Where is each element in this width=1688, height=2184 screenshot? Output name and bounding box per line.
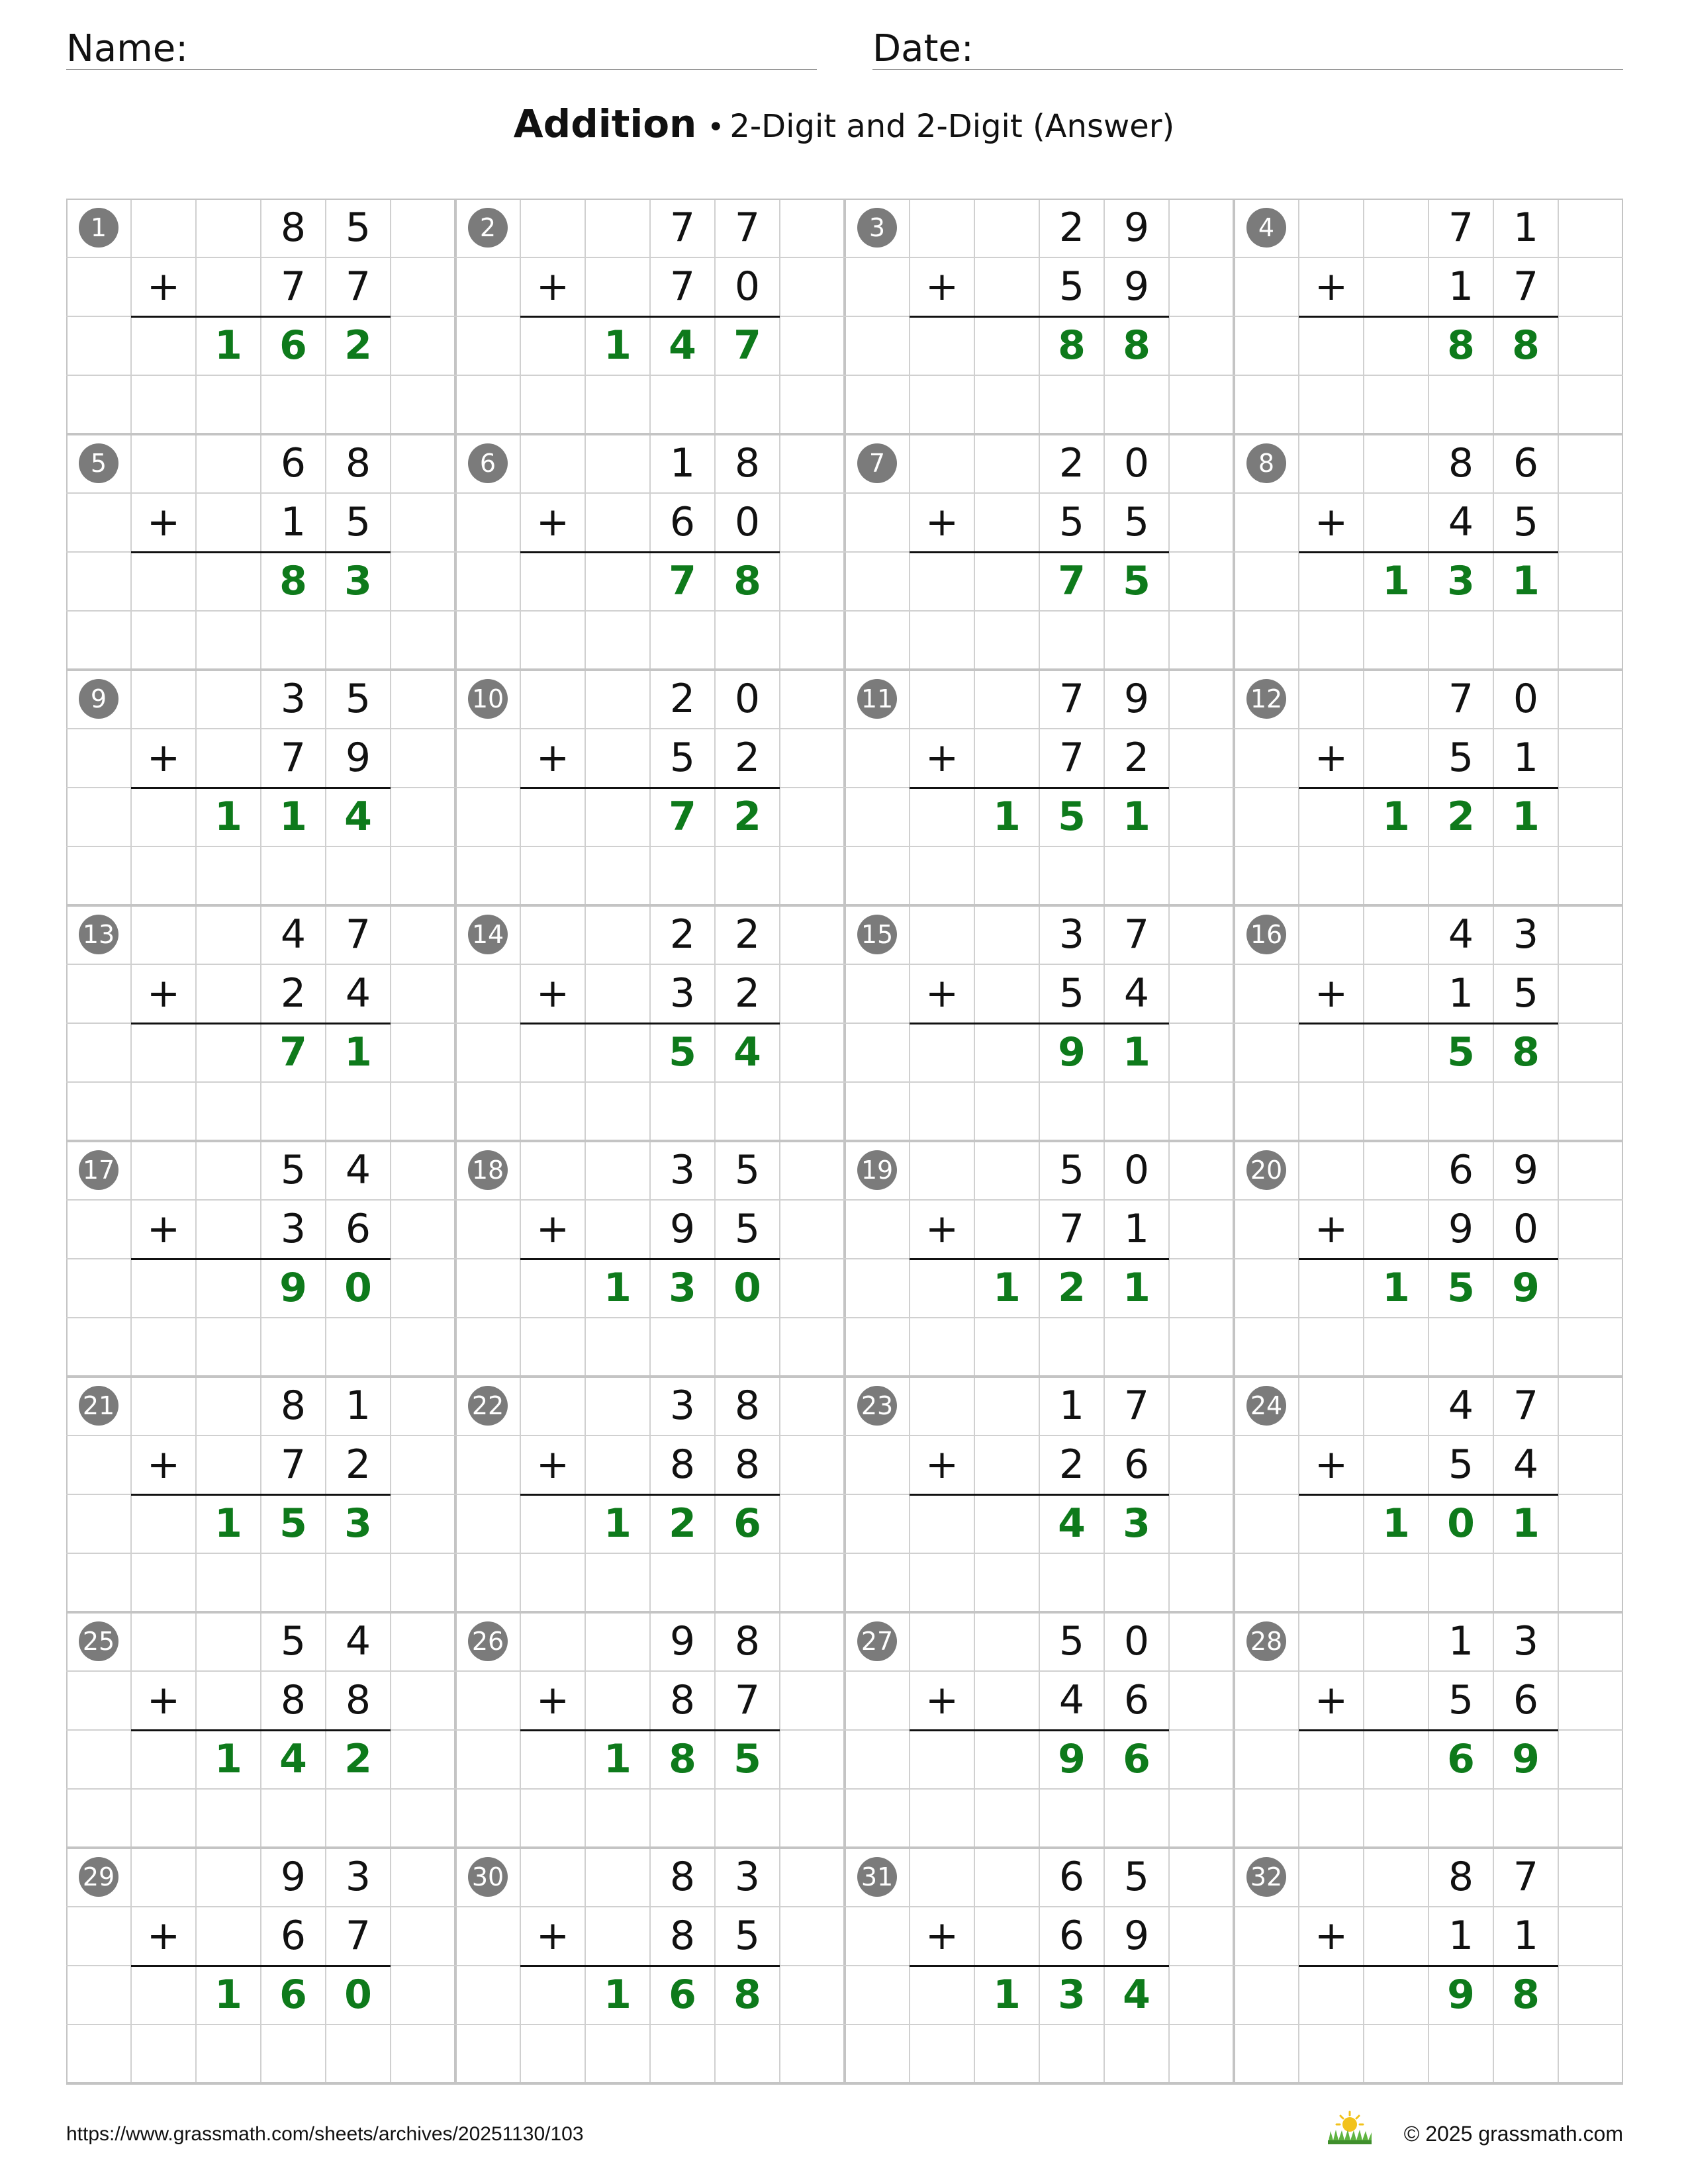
addend-bottom-digit: 5 xyxy=(345,499,371,545)
addend-top-digit: 7 xyxy=(1123,911,1150,958)
plus-sign: + xyxy=(1314,735,1348,781)
answer-digit: 1 xyxy=(993,1972,1021,2018)
plus-sign: + xyxy=(146,1913,181,1959)
plus-sign: + xyxy=(146,1206,181,1252)
plus-sign: + xyxy=(146,499,181,545)
answer-digit: 7 xyxy=(279,1029,307,1075)
answer-digit: 0 xyxy=(733,1265,761,1311)
problem-number-badge: 28 xyxy=(1246,1621,1286,1661)
addend-top-digit: 3 xyxy=(669,1383,696,1429)
name-field[interactable] xyxy=(66,25,817,70)
problem-number-badge: 27 xyxy=(857,1621,897,1661)
answer-digit: 2 xyxy=(344,322,372,369)
problem-number-badge: 19 xyxy=(857,1150,897,1190)
problem-number-badge: 1 xyxy=(79,208,118,248)
problem-number-badge: 7 xyxy=(857,443,897,483)
plus-sign: + xyxy=(925,499,959,545)
answer-digit: 7 xyxy=(669,558,696,604)
addend-bottom-digit: 1 xyxy=(1513,1913,1539,1959)
answer-digit: 2 xyxy=(344,1736,372,1782)
addend-top-digit: 8 xyxy=(1448,1854,1474,1900)
problem-number-badge: 15 xyxy=(857,915,897,954)
addend-bottom-digit: 8 xyxy=(669,1441,696,1488)
addend-top-digit: 5 xyxy=(280,1618,306,1664)
date-label: Date: xyxy=(872,27,974,70)
problem-number-badge: 13 xyxy=(79,915,118,954)
problem-number-badge: 2 xyxy=(468,208,508,248)
plus-sign: + xyxy=(146,1677,181,1723)
addend-bottom-digit: 9 xyxy=(345,735,371,781)
addend-top-digit: 2 xyxy=(669,911,696,958)
problem-number-badge: 9 xyxy=(79,679,118,719)
addend-top-digit: 1 xyxy=(669,440,696,486)
addend-bottom-digit: 7 xyxy=(734,1677,761,1723)
addend-bottom-digit: 1 xyxy=(1448,263,1474,310)
answer-digit: 1 xyxy=(214,1500,242,1547)
answer-digit: 5 xyxy=(669,1029,696,1075)
answer-digit: 8 xyxy=(1123,322,1150,369)
addend-top-digit: 9 xyxy=(1513,1147,1539,1193)
answer-digit: 1 xyxy=(1123,794,1150,840)
answer-digit: 0 xyxy=(344,1972,372,2018)
addend-bottom-digit: 6 xyxy=(669,499,696,545)
addend-bottom-digit: 1 xyxy=(1448,1913,1474,1959)
addend-top-digit: 5 xyxy=(345,676,371,722)
addend-bottom-digit: 5 xyxy=(1058,499,1085,545)
addend-top-digit: 6 xyxy=(280,440,306,486)
plus-sign: + xyxy=(1314,263,1348,310)
addend-bottom-digit: 5 xyxy=(734,1206,761,1252)
addend-top-digit: 2 xyxy=(734,911,761,958)
answer-digit: 5 xyxy=(1123,558,1150,604)
addend-bottom-digit: 0 xyxy=(1513,1206,1539,1252)
answer-digit: 5 xyxy=(1058,794,1086,840)
answer-digit: 8 xyxy=(1512,1029,1540,1075)
answer-digit: 1 xyxy=(214,322,242,369)
plus-sign: + xyxy=(1314,1677,1348,1723)
addend-bottom-digit: 5 xyxy=(734,1913,761,1959)
addend-bottom-digit: 0 xyxy=(734,263,761,310)
addend-bottom-digit: 7 xyxy=(345,263,371,310)
addend-bottom-digit: 8 xyxy=(669,1677,696,1723)
plus-sign: + xyxy=(146,970,181,1017)
addend-bottom-digit: 4 xyxy=(1513,1441,1539,1488)
addend-bottom-digit: 7 xyxy=(280,263,306,310)
answer-digit: 9 xyxy=(1058,1736,1086,1782)
answer-digit: 8 xyxy=(1447,322,1475,369)
grass-sun-logo-icon xyxy=(1327,2110,1373,2146)
plus-sign: + xyxy=(925,263,959,310)
answer-digit: 1 xyxy=(214,1736,242,1782)
answer-digit: 1 xyxy=(1512,1500,1540,1547)
answer-digit: 1 xyxy=(344,1029,372,1075)
answer-digit: 1 xyxy=(214,794,242,840)
addend-top-digit: 7 xyxy=(1448,676,1474,722)
answer-digit: 3 xyxy=(1447,558,1475,604)
addend-bottom-digit: 9 xyxy=(1123,1913,1150,1959)
answer-digit: 4 xyxy=(344,794,372,840)
addend-top-digit: 5 xyxy=(1123,1854,1150,1900)
answer-digit: 4 xyxy=(1058,1500,1086,1547)
addend-top-digit: 8 xyxy=(280,1383,306,1429)
problem-number-badge: 10 xyxy=(468,679,508,719)
addend-top-digit: 1 xyxy=(345,1383,371,1429)
title-subtitle: 2-Digit and 2-Digit (Answer) xyxy=(729,108,1175,145)
answer-digit: 9 xyxy=(279,1265,307,1311)
addend-bottom-digit: 8 xyxy=(734,1441,761,1488)
addend-bottom-digit: 8 xyxy=(280,1677,306,1723)
answer-digit: 4 xyxy=(279,1736,307,1782)
answer-digit: 8 xyxy=(1512,1972,1540,2018)
problem-number-badge: 26 xyxy=(468,1621,508,1661)
addend-bottom-digit: 5 xyxy=(1513,970,1539,1017)
addend-top-digit: 3 xyxy=(345,1854,371,1900)
addend-bottom-digit: 3 xyxy=(669,970,696,1017)
answer-digit: 4 xyxy=(669,322,696,369)
answer-digit: 1 xyxy=(604,322,632,369)
problem-number-badge: 32 xyxy=(1246,1857,1286,1897)
addend-top-digit: 4 xyxy=(1448,1383,1474,1429)
plus-sign: + xyxy=(536,1441,570,1488)
addend-bottom-digit: 4 xyxy=(1123,970,1150,1017)
addend-bottom-digit: 1 xyxy=(1448,970,1474,1017)
addend-bottom-digit: 2 xyxy=(1123,735,1150,781)
addend-top-digit: 0 xyxy=(734,676,761,722)
answer-digit: 8 xyxy=(669,1736,696,1782)
plus-sign: + xyxy=(925,735,959,781)
answer-digit: 8 xyxy=(733,1972,761,2018)
problem-number-badge: 29 xyxy=(79,1857,118,1897)
answer-digit: 1 xyxy=(993,1265,1021,1311)
answer-digit: 6 xyxy=(279,322,307,369)
addend-bottom-digit: 5 xyxy=(1448,1441,1474,1488)
addend-bottom-digit: 6 xyxy=(280,1913,306,1959)
answer-digit: 6 xyxy=(279,1972,307,2018)
answer-digit: 7 xyxy=(1058,558,1086,604)
answer-digit: 1 xyxy=(604,1972,632,2018)
title-main: Addition xyxy=(513,101,697,146)
addend-bottom-digit: 9 xyxy=(669,1206,696,1252)
problem-grid xyxy=(66,199,1623,2085)
addend-top-digit: 1 xyxy=(1058,1383,1085,1429)
answer-digit: 4 xyxy=(1123,1972,1150,2018)
addend-bottom-digit: 7 xyxy=(280,735,306,781)
answer-digit: 1 xyxy=(604,1736,632,1782)
problem-number-badge: 21 xyxy=(79,1386,118,1426)
answer-digit: 2 xyxy=(669,1500,696,1547)
answer-digit: 1 xyxy=(1512,794,1540,840)
plus-sign: + xyxy=(536,499,570,545)
plus-sign: + xyxy=(1314,970,1348,1017)
addend-top-digit: 3 xyxy=(1513,911,1539,958)
addend-bottom-digit: 2 xyxy=(734,735,761,781)
answer-digit: 1 xyxy=(1382,794,1410,840)
answer-digit: 4 xyxy=(733,1029,761,1075)
answer-digit: 8 xyxy=(1058,322,1086,369)
answer-digit: 1 xyxy=(214,1972,242,2018)
addend-bottom-digit: 9 xyxy=(1123,263,1150,310)
addend-top-digit: 7 xyxy=(1448,205,1474,251)
problem-number-badge: 14 xyxy=(468,915,508,954)
addend-top-digit: 2 xyxy=(1058,440,1085,486)
addend-bottom-digit: 8 xyxy=(345,1677,371,1723)
worksheet-title xyxy=(0,101,1688,146)
answer-digit: 6 xyxy=(1447,1736,1475,1782)
addend-top-digit: 8 xyxy=(669,1854,696,1900)
problem-number-badge: 18 xyxy=(468,1150,508,1190)
addend-bottom-digit: 7 xyxy=(1058,1206,1085,1252)
footer-url: https://www.grassmath.com/sheets/archives/20251130/103 xyxy=(66,2123,584,2145)
name-label: Name: xyxy=(66,27,189,70)
addend-top-digit: 5 xyxy=(1058,1618,1085,1664)
addend-top-digit: 5 xyxy=(345,205,371,251)
addend-top-digit: 3 xyxy=(280,676,306,722)
addend-top-digit: 3 xyxy=(1058,911,1085,958)
problem-number-badge: 11 xyxy=(857,679,897,719)
footer-copyright: © 2025 grassmath.com xyxy=(1403,2122,1623,2146)
plus-sign: + xyxy=(146,735,181,781)
addend-bottom-digit: 4 xyxy=(1448,499,1474,545)
answer-digit: 3 xyxy=(669,1265,696,1311)
answer-digit: 3 xyxy=(1058,1972,1086,2018)
answer-digit: 1 xyxy=(604,1500,632,1547)
addend-bottom-digit: 3 xyxy=(280,1206,306,1252)
plus-sign: + xyxy=(1314,1206,1348,1252)
addend-top-digit: 9 xyxy=(1123,676,1150,722)
addend-top-digit: 0 xyxy=(1123,1147,1150,1193)
addend-top-digit: 4 xyxy=(280,911,306,958)
addend-top-digit: 2 xyxy=(669,676,696,722)
answer-digit: 3 xyxy=(344,1500,372,1547)
plus-sign: + xyxy=(1314,499,1348,545)
addend-top-digit: 5 xyxy=(280,1147,306,1193)
date-field[interactable] xyxy=(872,25,1623,70)
answer-digit: 1 xyxy=(604,1265,632,1311)
addend-bottom-digit: 4 xyxy=(1058,1677,1085,1723)
problem-number-badge: 4 xyxy=(1246,208,1286,248)
addend-top-digit: 5 xyxy=(1058,1147,1085,1193)
problem-number-badge: 30 xyxy=(468,1857,508,1897)
problem-number-badge: 5 xyxy=(79,443,118,483)
problem-number-badge: 23 xyxy=(857,1386,897,1426)
addend-bottom-digit: 2 xyxy=(345,1441,371,1488)
answer-digit: 2 xyxy=(733,794,761,840)
answer-digit: 7 xyxy=(733,322,761,369)
answer-digit: 8 xyxy=(279,558,307,604)
plus-sign: + xyxy=(536,1913,570,1959)
addend-top-digit: 4 xyxy=(345,1147,371,1193)
addend-top-digit: 8 xyxy=(734,440,761,486)
answer-digit: 0 xyxy=(1447,1500,1475,1547)
addend-top-digit: 3 xyxy=(734,1854,761,1900)
addend-bottom-digit: 5 xyxy=(1448,735,1474,781)
answer-digit: 9 xyxy=(1512,1265,1540,1311)
plus-sign: + xyxy=(925,970,959,1017)
addend-bottom-digit: 8 xyxy=(669,1913,696,1959)
addend-bottom-digit: 9 xyxy=(1448,1206,1474,1252)
addend-top-digit: 9 xyxy=(669,1618,696,1664)
addend-top-digit: 0 xyxy=(1513,676,1539,722)
plus-sign: + xyxy=(536,1206,570,1252)
addend-bottom-digit: 6 xyxy=(1513,1677,1539,1723)
addend-top-digit: 8 xyxy=(345,440,371,486)
addend-bottom-digit: 7 xyxy=(345,1913,371,1959)
addend-bottom-digit: 5 xyxy=(1513,499,1539,545)
addend-top-digit: 8 xyxy=(280,205,306,251)
addend-bottom-digit: 7 xyxy=(669,263,696,310)
addend-top-digit: 4 xyxy=(1448,911,1474,958)
plus-sign: + xyxy=(1314,1441,1348,1488)
problem-number-badge: 3 xyxy=(857,208,897,248)
answer-digit: 9 xyxy=(1447,1972,1475,2018)
addend-top-digit: 9 xyxy=(280,1854,306,1900)
answer-digit: 6 xyxy=(669,1972,696,2018)
plus-sign: + xyxy=(1314,1913,1348,1959)
addend-top-digit: 2 xyxy=(1058,205,1085,251)
answer-digit: 6 xyxy=(733,1500,761,1547)
addend-bottom-digit: 7 xyxy=(1058,735,1085,781)
plus-sign: + xyxy=(146,1441,181,1488)
answer-digit: 5 xyxy=(1447,1029,1475,1075)
addend-bottom-digit: 6 xyxy=(1058,1913,1085,1959)
addend-bottom-digit: 5 xyxy=(669,735,696,781)
addend-top-digit: 7 xyxy=(1513,1854,1539,1900)
addend-top-digit: 3 xyxy=(669,1147,696,1193)
answer-digit: 0 xyxy=(344,1265,372,1311)
addend-bottom-digit: 1 xyxy=(1123,1206,1150,1252)
answer-digit: 2 xyxy=(1447,794,1475,840)
addend-bottom-digit: 5 xyxy=(1058,263,1085,310)
addend-top-digit: 8 xyxy=(1448,440,1474,486)
addend-top-digit: 1 xyxy=(1513,205,1539,251)
plus-sign: + xyxy=(536,1677,570,1723)
plus-sign: + xyxy=(536,263,570,310)
problem-number-badge: 12 xyxy=(1246,679,1286,719)
plus-sign: + xyxy=(925,1677,959,1723)
addend-top-digit: 0 xyxy=(1123,440,1150,486)
answer-digit: 8 xyxy=(1512,322,1540,369)
addend-bottom-digit: 5 xyxy=(1123,499,1150,545)
answer-digit: 5 xyxy=(279,1500,307,1547)
problem-number-badge: 22 xyxy=(468,1386,508,1426)
addend-top-digit: 8 xyxy=(734,1618,761,1664)
addend-top-digit: 7 xyxy=(1513,1383,1539,1429)
addend-bottom-digit: 2 xyxy=(280,970,306,1017)
plus-sign: + xyxy=(536,735,570,781)
problem-number-badge: 8 xyxy=(1246,443,1286,483)
problem-number-badge: 6 xyxy=(468,443,508,483)
addend-top-digit: 5 xyxy=(734,1147,761,1193)
plus-sign: + xyxy=(536,970,570,1017)
answer-digit: 7 xyxy=(669,794,696,840)
plus-sign: + xyxy=(925,1913,959,1959)
answer-digit: 9 xyxy=(1058,1029,1086,1075)
addend-top-digit: 0 xyxy=(1123,1618,1150,1664)
problem-number-badge: 17 xyxy=(79,1150,118,1190)
problem-number-badge: 24 xyxy=(1246,1386,1286,1426)
addend-top-digit: 9 xyxy=(1123,205,1150,251)
title-separator: • xyxy=(707,111,725,144)
answer-digit: 9 xyxy=(1512,1736,1540,1782)
problem-number-badge: 16 xyxy=(1246,915,1286,954)
addend-top-digit: 1 xyxy=(1448,1618,1474,1664)
addend-top-digit: 8 xyxy=(734,1383,761,1429)
answer-digit: 1 xyxy=(1123,1265,1150,1311)
addend-top-digit: 7 xyxy=(1058,676,1085,722)
addend-top-digit: 4 xyxy=(345,1618,371,1664)
plus-sign: + xyxy=(925,1441,959,1488)
answer-digit: 5 xyxy=(1447,1265,1475,1311)
addend-bottom-digit: 2 xyxy=(1058,1441,1085,1488)
addend-top-digit: 7 xyxy=(1123,1383,1150,1429)
addend-bottom-digit: 7 xyxy=(1513,263,1539,310)
answer-digit: 3 xyxy=(344,558,372,604)
answer-digit: 1 xyxy=(279,794,307,840)
addend-bottom-digit: 0 xyxy=(734,499,761,545)
answer-digit: 1 xyxy=(993,794,1021,840)
answer-digit: 8 xyxy=(733,558,761,604)
plus-sign: + xyxy=(146,263,181,310)
addend-bottom-digit: 5 xyxy=(1448,1677,1474,1723)
problem-number-badge: 31 xyxy=(857,1857,897,1897)
addend-bottom-digit: 5 xyxy=(1058,970,1085,1017)
addend-bottom-digit: 6 xyxy=(1123,1677,1150,1723)
problem-number-badge: 20 xyxy=(1246,1150,1286,1190)
answer-digit: 2 xyxy=(1058,1265,1086,1311)
addend-top-digit: 6 xyxy=(1058,1854,1085,1900)
addend-bottom-digit: 6 xyxy=(345,1206,371,1252)
addend-top-digit: 7 xyxy=(734,205,761,251)
answer-digit: 1 xyxy=(1382,1265,1410,1311)
answer-digit: 3 xyxy=(1123,1500,1150,1547)
addend-bottom-digit: 6 xyxy=(1123,1441,1150,1488)
addend-bottom-digit: 7 xyxy=(280,1441,306,1488)
answer-digit: 1 xyxy=(1382,1500,1410,1547)
addend-top-digit: 7 xyxy=(669,205,696,251)
addend-top-digit: 7 xyxy=(345,911,371,958)
addend-bottom-digit: 1 xyxy=(280,499,306,545)
answer-digit: 5 xyxy=(733,1736,761,1782)
addend-top-digit: 3 xyxy=(1513,1618,1539,1664)
problem-number-badge: 25 xyxy=(79,1621,118,1661)
answer-digit: 1 xyxy=(1123,1029,1150,1075)
addend-top-digit: 6 xyxy=(1513,440,1539,486)
answer-digit: 1 xyxy=(1382,558,1410,604)
answer-digit: 6 xyxy=(1123,1736,1150,1782)
answer-digit: 1 xyxy=(1512,558,1540,604)
addend-bottom-digit: 1 xyxy=(1513,735,1539,781)
plus-sign: + xyxy=(925,1206,959,1252)
addend-bottom-digit: 4 xyxy=(345,970,371,1017)
addend-top-digit: 6 xyxy=(1448,1147,1474,1193)
addend-bottom-digit: 2 xyxy=(734,970,761,1017)
